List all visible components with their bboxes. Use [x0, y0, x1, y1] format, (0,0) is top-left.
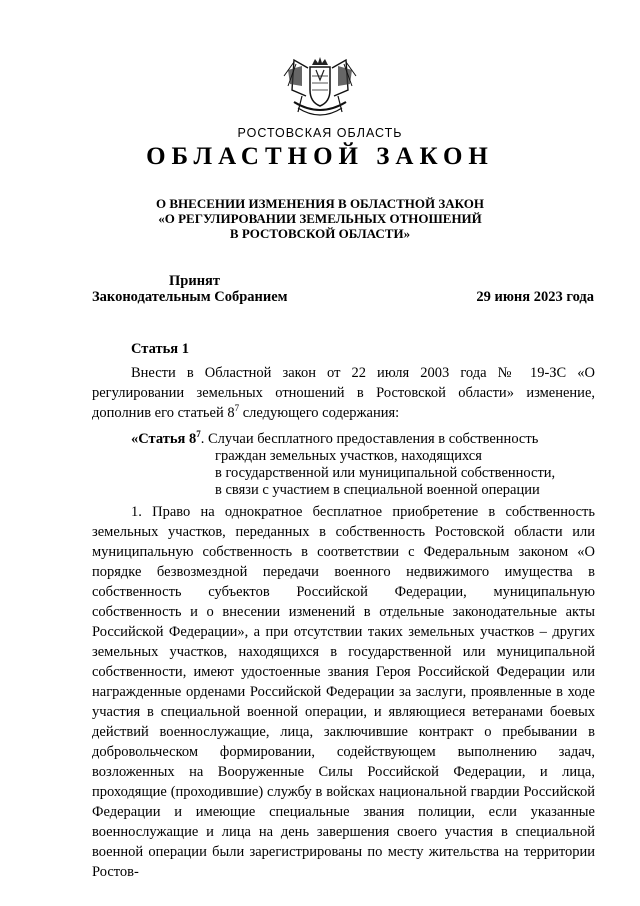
adoption-body: Законодательным Собранием [92, 289, 288, 305]
region-name: РОСТОВСКАЯ ОБЛАСТЬ [237, 126, 403, 140]
new-article-title-text: . Случаи бесплатного предоставления в собственность [200, 431, 539, 447]
new-article-title-line: в связи с участием в специальной военной операции [215, 482, 540, 498]
article-intro-paragraph [92, 363, 595, 423]
adoption-label: Принят [169, 273, 221, 289]
rostov-region-coat-of-arms-icon [272, 56, 368, 124]
new-article-title-first-line [131, 431, 538, 447]
intro-text: Внести в Областной закон от 22 июля 2003 года № 19-ЗС «О регулировании земельных отношений в Ростовской области» изменение, дополнив его статьей 8 [92, 365, 595, 421]
new-article-number [131, 431, 201, 447]
adoption-date: 29 июня 2023 года [476, 289, 594, 305]
new-article-title-line: в государственной или муниципальной собственности, [215, 465, 556, 481]
intro-text-end: следующего содержания: [239, 405, 400, 421]
emblem-container [0, 56, 640, 129]
intro-superscript: 7 [234, 403, 240, 414]
law-subtitle-line: В РОСТОВСКОЙ ОБЛАСТИ» [229, 226, 411, 241]
new-article-number-text: «Статья 8 [131, 431, 197, 447]
law-subtitle [0, 196, 640, 241]
clause-1-paragraph: 1. Право на однократное бесплатное приобретение в собственность земельных участков, переданных в собственность Ростовской области или муниципальную собственность в соответствии с Федеральным законом «О порядке безвозмездной передачи военного недвижимого имущества в собственность субъектов Российской Федерации, муниципальную собственность и о внесении изменений в отдельные законодательные акты Российской Федерации», а при отсутствии таких земельных участков – других земельных участков, находящихся в государственной или муниципальной собственности, имеют удостоенные звания Героя Российской Федерации или награжденные орденами Российской Федерации за заслуги, проявленные в ходе участия в специальной военной операции, и являющиеся ветеранами боевых действий военнослужащие, лица, заключившие контракт о пребывании в добровольческом формировании, содействующем выполнению задач, возложенных на Вооруженные Силы Российской Федерации, и лица, проходящие (проходившие) службу в войсках национальной гвардии Российской Федерации и имеющие специальные звания полиции, если указанные военнослужащие и лица на день завершения своего участия в специальной военной операции были зарегистрированы по месту жительства на территории Ростов- [92, 504, 595, 880]
document-type-title: ОБЛАСТНОЙ ЗАКОН [146, 143, 494, 170]
new-article-title [131, 431, 601, 499]
new-article-title-line: граждан земельных участков, находящихся [215, 448, 482, 464]
new-article-superscript: 7 [196, 429, 201, 440]
law-subtitle-line: О ВНЕСЕНИИ ИЗМЕНЕНИЯ В ОБЛАСТНОЙ ЗАКОН [156, 196, 484, 211]
article-heading: Статья 1 [131, 341, 189, 357]
law-subtitle-line: «О РЕГУЛИРОВАНИИ ЗЕМЕЛЬНЫХ ОТНОШЕНИЙ [158, 211, 482, 226]
adoption-info [92, 273, 288, 305]
